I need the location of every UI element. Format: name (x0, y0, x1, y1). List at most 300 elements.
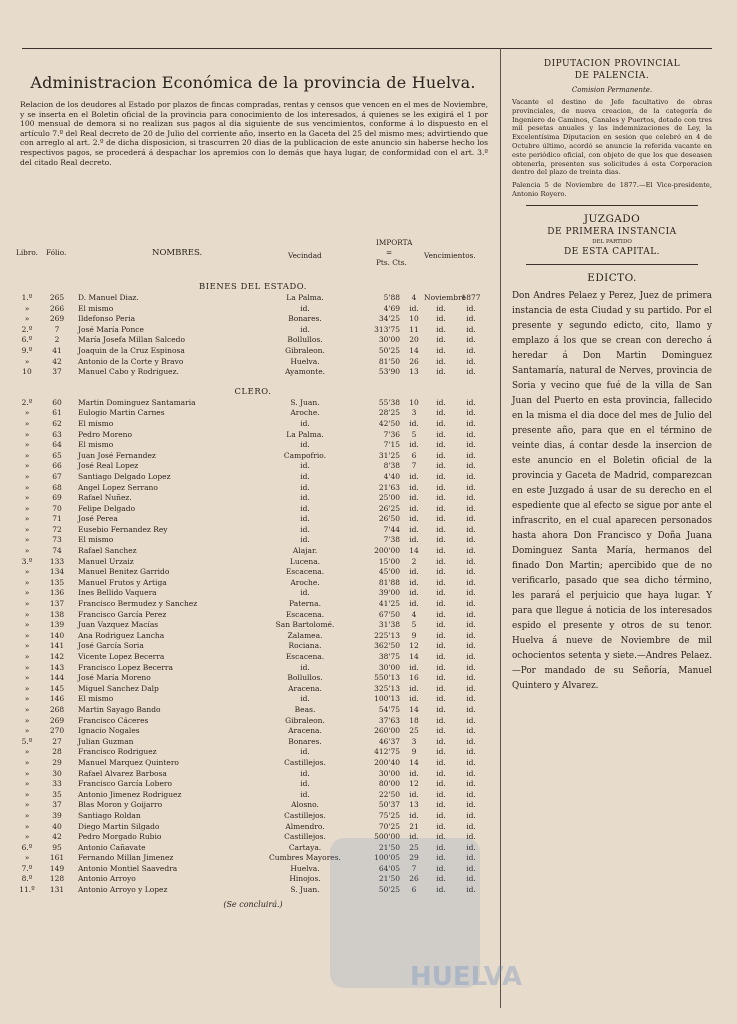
table-row (12, 716, 498, 727)
table-cell: id. (436, 842, 446, 852)
table-cell: 35 (52, 789, 62, 799)
table-cell: Julian Guzman (78, 736, 134, 746)
table-cell: 7 (411, 863, 417, 873)
juzgado-title: JUZGADO (583, 212, 641, 225)
table-cell: » (24, 503, 30, 513)
table-cell: 30'00 (378, 662, 400, 672)
table-cell: José María Moreno (78, 673, 151, 683)
table-cell: 64 (52, 440, 62, 450)
table-cell: id. (409, 832, 419, 842)
table-cell: 28 (52, 747, 62, 757)
table-cell: 149 (49, 863, 65, 873)
table-cell: » (24, 789, 30, 799)
table-cell: id. (466, 599, 476, 609)
table-cell: 7'44 (383, 524, 400, 534)
table-row (12, 557, 498, 568)
table-cell: id. (466, 832, 476, 842)
table-cell: Ildefonso Peria (78, 314, 136, 324)
table-cell: Gibraleon. (285, 345, 325, 355)
table-cell: 74 (52, 546, 62, 556)
separator (526, 205, 698, 206)
table-cell-pad (484, 716, 498, 727)
table-cell: id. (300, 440, 310, 450)
table-cell: 72 (52, 524, 62, 534)
table-cell: 135 (49, 577, 65, 587)
table-row (12, 779, 498, 790)
table-row (12, 726, 498, 737)
table-cell: 100'05 (374, 853, 400, 863)
table-cell: id. (436, 768, 446, 778)
dip-title-2: DE PALENCIA. (574, 71, 650, 81)
table-cell: id. (436, 524, 446, 534)
table-cell: 21'50 (378, 842, 400, 852)
table-cell: id. (436, 800, 446, 810)
table-cell: Alajar. (292, 546, 318, 556)
table-cell: id. (466, 800, 476, 810)
table-cell: id. (436, 450, 446, 460)
table-cell: Manuel Marquez Quintero (78, 757, 179, 767)
table-cell: 14 (409, 704, 419, 714)
table-row (12, 620, 498, 631)
table-cell: 12 (409, 641, 419, 651)
table-cell: id. (466, 673, 476, 683)
table-cell: 14 (409, 757, 419, 767)
table-cell: » (24, 577, 30, 587)
dip-comision: Comision Permanente. (571, 86, 653, 94)
table-cell-pad (484, 493, 498, 504)
table-cell: Rafael Nuñez. (78, 493, 132, 503)
table-row (12, 800, 498, 811)
table-cell: Antonio Montiel Saavedra (78, 863, 178, 873)
table-cell: id. (466, 641, 476, 651)
table-cell-pad (484, 779, 498, 790)
page-title: Administracion Económica de la provincia de Huelva. (30, 73, 476, 92)
table-cell: 7'15 (383, 440, 400, 450)
main-column (12, 62, 494, 909)
table-cell: Cumbres Mayores. (269, 853, 341, 863)
table-cell: 2.º (21, 324, 33, 334)
table-cell: » (24, 450, 30, 460)
table-row (12, 694, 498, 705)
table-cell: id. (300, 535, 310, 545)
table-cell: id. (436, 810, 446, 820)
table-cell: Noviembre (424, 293, 467, 302)
table-row (12, 631, 498, 642)
table-cell: Vicente Lopez Becerra (78, 652, 165, 661)
table-cell-pad (484, 535, 498, 546)
table-cell: id. (466, 335, 476, 345)
table-cell: 50'25 (378, 885, 400, 895)
table-cell: El mismo (78, 694, 114, 704)
table-cell: 14 (409, 546, 419, 556)
table-cell: 266 (49, 303, 65, 313)
table-cell: id. (300, 694, 310, 704)
table-cell: id. (466, 440, 476, 450)
table-cell: » (24, 810, 30, 820)
table-cell: id. (436, 356, 446, 366)
table-cell: 37'63 (378, 715, 400, 725)
table-cell-pad (484, 737, 498, 748)
dip-text: Vacante el destino de Jefe facultativo de obras provinciales, de nueva creacion, de la categoría de Ingeniero de Caminos, Canales y Puertos, dotado con tres mil pesetas anuales y las indemnizaciones de Ley, la Excelentísima Diputacion en sesion que celebró en 4 de Octubre último, acordó se anuncie la referida vacante en este periódico oficial, con objeto de que los que deseasen obtenerla, presenten sus solicitudes á esta Corporacion dentro del plazo de treinta dias. (512, 98, 712, 177)
table-cell: Beas. (294, 704, 316, 714)
table-cell: José Perea (78, 514, 118, 524)
table-cell-pad (484, 472, 498, 483)
table-cell: 22'50 (378, 789, 400, 799)
table-row (12, 293, 498, 304)
table-cell: » (24, 779, 30, 789)
table-cell: 225'13 (374, 630, 400, 640)
table-cell-pad (484, 451, 498, 462)
table-cell: id. (300, 324, 310, 334)
table-cell: id. (466, 863, 476, 873)
table-cell: id. (436, 652, 446, 661)
table-cell: » (24, 524, 30, 534)
table-cell: id. (466, 397, 476, 407)
table-row (12, 483, 498, 494)
table-cell: id. (436, 789, 446, 799)
table-cell: Bonares. (288, 736, 322, 746)
table-cell: 26 (409, 874, 419, 884)
table-cell: 31'38 (378, 620, 400, 630)
table-cell-pad (484, 346, 498, 357)
table-cell: » (24, 429, 30, 439)
table-cell: 54'75 (378, 704, 400, 714)
table-cell: 140 (49, 630, 65, 640)
table-cell: » (24, 620, 30, 630)
table-cell-pad (484, 663, 498, 674)
table-cell-pad (484, 747, 498, 758)
table-cell: id. (466, 345, 476, 355)
table-cell: 68 (52, 482, 62, 492)
table-cell: id. (466, 482, 476, 492)
table-cell: id. (436, 440, 446, 450)
table-cell: id. (409, 577, 419, 587)
table-cell-pad (484, 853, 498, 864)
table-cell: Castillejos. (284, 832, 326, 842)
table-cell: 28'25 (378, 408, 400, 418)
table-cell: 29 (409, 853, 419, 863)
table-row (12, 398, 498, 409)
table-cell: id. (409, 694, 419, 704)
table-cell: 200'40 (374, 757, 400, 767)
table-cell: El mismo (78, 440, 114, 450)
table-cell: 3.º (21, 556, 33, 566)
table-cell-pad (484, 546, 498, 557)
table-cell: 30 (52, 768, 62, 778)
table-cell: Eulogio Martin Carnes (78, 408, 165, 418)
table-cell: id. (300, 418, 310, 428)
table-cell: Antonio Jimenez Rodriguez (78, 789, 182, 799)
table-cell: 134 (49, 567, 65, 577)
table-cell: id. (466, 367, 476, 377)
table-cell: 63 (52, 429, 62, 439)
table-cell: 128 (49, 874, 65, 884)
table-cell: 4'69 (383, 303, 400, 313)
table-cell: » (24, 694, 30, 704)
table-cell: 265 (49, 293, 65, 302)
table-bienes (12, 293, 498, 378)
table-cell: id. (466, 556, 476, 566)
table-cell: id. (436, 630, 446, 640)
table-cell: id. (409, 503, 419, 513)
table-cell: » (24, 832, 30, 842)
table-cell: id. (466, 514, 476, 524)
table-row (12, 451, 498, 462)
table-cell: 268 (49, 704, 65, 714)
table-cell: 11 (409, 324, 419, 334)
table-cell: 270 (49, 726, 65, 736)
table-cell-pad (484, 314, 498, 325)
table-cell: id. (436, 567, 446, 577)
table-cell: id. (409, 493, 419, 503)
table-cell-pad (484, 461, 498, 472)
table-cell-pad (484, 557, 498, 568)
table-cell: » (24, 800, 30, 810)
table-cell: id. (436, 779, 446, 789)
table-cell: id. (466, 620, 476, 630)
table-cell: id. (409, 482, 419, 492)
table-cell-pad (484, 800, 498, 811)
table-cell: 145 (49, 683, 65, 693)
table-cell: 20 (409, 335, 419, 345)
table-cell: 8.º (21, 874, 33, 884)
table-cell: 10 (409, 397, 419, 407)
table-cell: Lucena. (289, 556, 321, 566)
header-vecindad: Vecindad (288, 251, 322, 260)
table-cell: 269 (49, 715, 65, 725)
table-cell-pad (484, 726, 498, 737)
table-cell: id. (300, 514, 310, 524)
table-cell: » (24, 768, 30, 778)
table-cell: id. (466, 567, 476, 577)
table-cell: id. (436, 747, 446, 757)
table-cell: 131 (49, 885, 65, 895)
table-row (12, 535, 498, 546)
table-cell: 146 (49, 694, 65, 704)
table-cell: id. (436, 821, 446, 831)
table-cell: 269 (49, 314, 65, 324)
table-cell: 21 (409, 821, 419, 831)
table-cell: 42 (52, 832, 62, 842)
table-cell: id. (436, 673, 446, 683)
table-cell: Francisco Rodriguez (78, 747, 157, 757)
table-cell: 6 (411, 450, 417, 460)
table-cell: » (24, 535, 30, 545)
table-cell-pad (484, 790, 498, 801)
table-cell: id. (466, 503, 476, 513)
table-cell: » (24, 546, 30, 556)
table-cell: 71 (52, 514, 62, 524)
table-cell: Francisco Cáceres (78, 715, 149, 725)
table-cell: id. (409, 789, 419, 799)
table-cell: » (24, 303, 30, 313)
table-row (12, 758, 498, 769)
table-cell: Alosno. (291, 800, 319, 810)
table-row (12, 610, 498, 621)
table-cell: id. (466, 885, 476, 895)
table-cell: id. (436, 662, 446, 672)
table-cell: 45'00 (378, 567, 400, 577)
table-cell: Antonio Arroyo y Lopez (78, 885, 168, 895)
table-cell: San Bartolomé. (275, 620, 335, 630)
table-cell: 65 (52, 450, 62, 460)
table-cell: id. (436, 303, 446, 313)
table-cell: Ayamonte. (284, 367, 326, 377)
table-cell: » (24, 493, 30, 503)
table-cell: » (24, 440, 30, 450)
table-cell: id. (436, 397, 446, 407)
table-cell: 67 (52, 471, 62, 481)
watermark: HUELVA (410, 962, 523, 992)
table-cell: » (24, 853, 30, 863)
table-row (12, 493, 498, 504)
table-cell: id. (436, 757, 446, 767)
table-cell: id. (409, 535, 419, 545)
table-cell: 27 (52, 736, 62, 746)
table-cell-pad (484, 304, 498, 315)
header-nombres: NOMBRES. (152, 248, 203, 258)
table-cell: id. (436, 503, 446, 513)
table-cell: S. Juan. (290, 885, 320, 895)
table-cell-pad (484, 325, 498, 336)
table-cell: Santiago Delgado Lopez (78, 471, 171, 481)
table-cell: 33 (52, 779, 62, 789)
table-cell: » (24, 482, 30, 492)
table-cell: 2 (54, 335, 60, 345)
table-cell: 39'00 (378, 588, 400, 598)
table-row (12, 588, 498, 599)
table-cell: id. (300, 662, 310, 672)
table-cell-pad (484, 567, 498, 578)
table-cell-pad (484, 694, 498, 705)
table-cell-pad (484, 357, 498, 368)
table-header (12, 238, 494, 278)
table-cell: id. (466, 736, 476, 746)
separator (526, 264, 698, 265)
table-cell: 142 (49, 652, 65, 661)
table-cell: María Josefa Millan Salcedo (78, 335, 185, 345)
table-cell: id. (466, 853, 476, 863)
table-cell: id. (436, 324, 446, 334)
table-cell: id. (436, 471, 446, 481)
table-row (12, 461, 498, 472)
table-cell: id. (466, 535, 476, 545)
table-cell-pad (484, 822, 498, 833)
table-cell-pad (484, 864, 498, 875)
table-cell: id. (436, 853, 446, 863)
table-cell: id. (409, 683, 419, 693)
table-cell: 18 (409, 715, 419, 725)
table-cell: » (24, 418, 30, 428)
table-cell: 143 (49, 662, 65, 672)
table-cell: » (24, 652, 30, 661)
table-cell: id. (466, 524, 476, 534)
juzgado-del: DEL PARTIDO (592, 238, 632, 245)
table-cell: Aracena. (288, 683, 322, 693)
table-cell: id. (300, 493, 310, 503)
table-cell: 75'25 (378, 810, 400, 820)
header-importa: IMPORTA (376, 238, 413, 247)
header-eq: = (386, 248, 393, 257)
table-cell: El mismo (78, 535, 114, 545)
table-cell: 31'25 (378, 450, 400, 460)
table-cell-pad (484, 588, 498, 599)
table-cell: 38'75 (378, 652, 400, 661)
table-row (12, 472, 498, 483)
table-cell: Joaquin de la Cruz Espinosa (78, 345, 185, 355)
table-cell: 5 (411, 620, 417, 630)
table-row (12, 747, 498, 758)
table-cell: 25 (409, 842, 419, 852)
table-cell: id. (436, 482, 446, 492)
table-row (12, 367, 498, 378)
table-cell: 7.º (21, 863, 33, 873)
table-row (12, 673, 498, 684)
table-cell: » (24, 461, 30, 471)
table-cell: id. (409, 303, 419, 313)
table-row (12, 357, 498, 368)
table-cell: id. (436, 577, 446, 587)
table-cell: id. (466, 715, 476, 725)
table-cell: 2.º (21, 397, 33, 407)
table-cell-pad (484, 483, 498, 494)
table-cell: Blas Moron y Goijarro (78, 800, 163, 810)
table-cell: id. (300, 482, 310, 492)
table-row (12, 684, 498, 695)
table-cell: Francisco Lopez Becerra (78, 662, 173, 672)
table-cell: 4'40 (383, 471, 400, 481)
table-cell: » (24, 588, 30, 598)
table-cell: 6.º (21, 335, 33, 345)
table-cell-pad (484, 578, 498, 589)
table-row (12, 408, 498, 419)
table-cell: id. (300, 524, 310, 534)
table-row (12, 546, 498, 557)
table-cell: Antonio de la Corte y Bravo (78, 356, 184, 366)
table-cell: id. (300, 471, 310, 481)
table-cell: Miguel Sanchez Dalp (78, 683, 159, 693)
table-cell: Martin Sayago Bando (78, 704, 161, 714)
table-cell: 10 (22, 367, 32, 377)
table-cell: 2 (411, 556, 417, 566)
table-cell-pad (484, 504, 498, 515)
table-cell: 29 (52, 757, 62, 767)
table-row (12, 440, 498, 451)
table-cell: id. (436, 641, 446, 651)
table-cell: El mismo (78, 303, 114, 313)
table-cell: id. (436, 736, 446, 746)
table-cell: id. (466, 609, 476, 619)
table-cell: » (24, 630, 30, 640)
table-cell: Hinojos. (289, 874, 321, 884)
table-cell: Fernando Millan Jimenez (78, 853, 174, 863)
table-cell: 25'00 (378, 493, 400, 503)
table-cell-pad (484, 398, 498, 409)
table-cell: id. (436, 418, 446, 428)
table-cell: Santiago Roldan (78, 810, 141, 820)
table-cell-pad (484, 419, 498, 430)
table-row (12, 514, 498, 525)
table-cell: 100'13 (374, 694, 400, 704)
table-cell: José María Ponce (78, 324, 144, 334)
table-cell: id. (436, 694, 446, 704)
table-clero (12, 398, 498, 896)
table-row (12, 705, 498, 716)
table-cell: » (24, 609, 30, 619)
table-cell: id. (466, 726, 476, 736)
table-cell: id. (409, 662, 419, 672)
header-vencimientos: Vencimientos. (424, 251, 476, 260)
